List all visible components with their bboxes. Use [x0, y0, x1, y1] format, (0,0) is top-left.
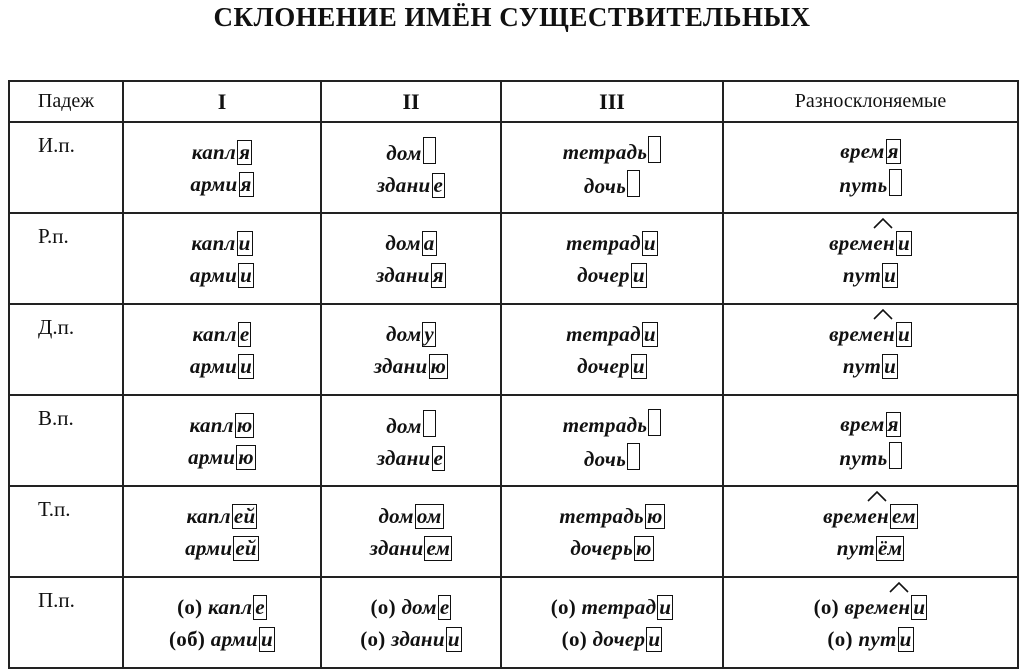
word-stem: капл [186, 503, 231, 528]
declension-table [8, 80, 1019, 669]
case-label: И.п. [9, 122, 123, 213]
word-stem: пут [858, 626, 897, 651]
suffix-text: ен [888, 594, 911, 619]
word-stem: врем [840, 138, 885, 163]
ending-box: ём [877, 535, 903, 560]
word-stem: здани [369, 535, 424, 560]
word-list [124, 229, 320, 289]
case-label: В.п. [9, 395, 123, 486]
preposition: (о) [360, 626, 392, 651]
ending-box: ю [646, 503, 663, 528]
table-body [9, 122, 1018, 668]
case-label: П.п. [9, 577, 123, 668]
suffix-text: ен [867, 503, 890, 528]
word-list [724, 320, 1017, 380]
word-form [193, 320, 252, 348]
word-form [827, 625, 913, 653]
word-form [192, 138, 252, 166]
suffix-mark [873, 229, 895, 257]
word-stem: капл [191, 230, 236, 255]
ending-box: ю [430, 353, 447, 378]
word-stem: арми [189, 262, 238, 287]
word-stem: врем [840, 411, 885, 436]
cell-heteroclitic [723, 395, 1018, 486]
word-stem: пут [842, 353, 882, 378]
word-list [322, 502, 500, 562]
word-form [378, 502, 443, 530]
word-stem: тетрадь [562, 139, 648, 164]
ending-box: и [238, 230, 251, 255]
word-form [370, 534, 452, 562]
cell-declension-2 [321, 304, 501, 395]
word-stem: врем [844, 594, 889, 619]
word-stem: дочерь [570, 535, 633, 560]
cell-declension-1 [123, 304, 321, 395]
word-form [566, 229, 658, 257]
word-stem: дом [385, 321, 422, 346]
word-stem: дом [386, 413, 422, 438]
word-stem: врем [829, 321, 874, 346]
word-form [376, 261, 446, 289]
word-form [843, 261, 898, 289]
word-list [322, 593, 500, 653]
word-stem: дочь [583, 173, 627, 198]
suffix-arc-icon [873, 308, 893, 320]
word-form [190, 352, 254, 380]
ending-box: и [884, 353, 897, 378]
cell-declension-1 [123, 213, 321, 304]
table-row [9, 577, 1018, 668]
case-label: Д.п. [9, 304, 123, 395]
word-list [502, 320, 722, 380]
word-stem: арми [189, 353, 238, 378]
suffix-arc-icon [889, 581, 909, 593]
cell-declension-2 [321, 577, 501, 668]
word-stem: путь [839, 172, 888, 197]
ending-box: я [240, 171, 252, 196]
suffix-text: ен [873, 321, 895, 346]
word-form [551, 593, 674, 621]
cell-declension-2 [321, 213, 501, 304]
word-list [124, 411, 320, 471]
word-form [563, 409, 662, 439]
suffix-mark [867, 502, 889, 530]
cell-declension-1 [123, 486, 321, 577]
ending-box: ем [892, 503, 916, 528]
suffix-text: ен [873, 230, 895, 255]
cell-heteroclitic [723, 486, 1018, 577]
ending-box: и [899, 626, 912, 651]
word-form [570, 534, 653, 562]
table-row [9, 395, 1018, 486]
word-stem: капл [189, 412, 234, 437]
word-form [191, 229, 252, 257]
word-list [502, 502, 722, 562]
cell-heteroclitic [723, 213, 1018, 304]
word-stem: арми [188, 444, 236, 469]
word-list [724, 593, 1017, 653]
ending-box: и [643, 230, 656, 255]
word-form [386, 137, 435, 167]
word-list [322, 137, 500, 199]
word-stem: капл [191, 139, 237, 164]
ending-box: ю [236, 412, 253, 437]
table-row [9, 486, 1018, 577]
cell-declension-2 [321, 486, 501, 577]
table-row [9, 122, 1018, 213]
word-form [566, 320, 658, 348]
ending-box: у [424, 321, 435, 346]
suffix-mark [889, 593, 911, 621]
word-stem: дочь [583, 446, 627, 471]
word-form [577, 352, 647, 380]
cell-declension-3 [501, 122, 723, 213]
table-row [9, 213, 1018, 304]
cell-declension-3 [501, 486, 723, 577]
word-form [169, 625, 275, 653]
word-stem: тетрад [566, 321, 641, 346]
cell-heteroclitic [723, 577, 1018, 668]
word-form [843, 352, 898, 380]
header-declension-2: II [321, 81, 501, 122]
word-form [840, 410, 900, 438]
header-heteroclitic: Разносклоняемые [723, 81, 1018, 122]
zero-ending-box [889, 442, 902, 469]
word-form [829, 229, 912, 257]
word-list [322, 229, 500, 289]
header-declension-3: III [501, 81, 723, 122]
cell-heteroclitic [723, 304, 1018, 395]
header-declension-1: I [123, 81, 321, 122]
word-stem: дочер [577, 262, 630, 287]
suffix-mark [873, 320, 895, 348]
ending-box: е [239, 321, 250, 346]
cell-declension-3 [501, 577, 723, 668]
ending-box: и [884, 262, 897, 287]
ending-box: и [447, 626, 460, 651]
word-list [724, 410, 1017, 472]
word-list [502, 593, 722, 653]
word-stem: дом [386, 140, 422, 165]
word-form [385, 229, 436, 257]
word-stem: здани [373, 353, 428, 378]
ending-box: а [423, 230, 435, 255]
ending-box: ей [235, 535, 257, 560]
ending-box: ом [416, 503, 442, 528]
ending-box: и [632, 353, 645, 378]
word-stem: пут [842, 262, 882, 287]
word-list [124, 138, 320, 198]
word-stem: врем [823, 503, 868, 528]
word-stem: врем [829, 230, 874, 255]
word-list [724, 229, 1017, 289]
zero-ending-box [889, 169, 902, 196]
cell-heteroclitic [723, 122, 1018, 213]
word-list [322, 320, 500, 380]
word-stem: арми [185, 535, 233, 560]
word-form [386, 320, 436, 348]
word-stem: дом [401, 594, 437, 619]
word-form [371, 593, 452, 621]
ending-box: и [897, 230, 910, 255]
ending-box: и [897, 321, 910, 346]
word-form [839, 169, 901, 199]
ending-box: е [433, 172, 444, 197]
word-form [814, 593, 928, 621]
word-stem: дочер [592, 626, 646, 651]
cell-declension-3 [501, 395, 723, 486]
word-form [374, 352, 448, 380]
word-form [562, 625, 663, 653]
preposition: (о) [561, 626, 593, 651]
ending-box: е [433, 445, 444, 470]
cell-declension-2 [321, 395, 501, 486]
ending-box: ю [635, 535, 652, 560]
zero-ending-box [648, 409, 661, 436]
word-stem: капл [208, 594, 253, 619]
word-stem: тетрад [581, 594, 657, 619]
preposition: (об) [169, 626, 211, 651]
header-row [9, 81, 1018, 122]
word-form [360, 625, 462, 653]
word-list [124, 320, 320, 380]
zero-ending-box [648, 136, 661, 163]
word-form [377, 444, 445, 472]
word-form [187, 502, 258, 530]
word-stem: капл [192, 321, 237, 346]
word-list [724, 137, 1017, 199]
word-form [839, 442, 901, 472]
preposition: (о) [827, 626, 859, 651]
ending-box: я [239, 139, 251, 164]
word-form [837, 534, 905, 562]
word-list [322, 410, 500, 472]
ending-box: и [240, 262, 253, 287]
word-form [188, 443, 256, 471]
word-form [829, 320, 912, 348]
page-title: СКЛОНЕНИЕ ИМЁН СУЩЕСТВИТЕЛЬНЫХ [213, 2, 811, 32]
word-form [190, 411, 255, 439]
ending-box: ем [426, 535, 451, 560]
ending-box: и [648, 626, 661, 651]
zero-ending-box [627, 170, 640, 197]
zero-ending-box [627, 443, 640, 470]
word-stem: здани [391, 626, 445, 651]
cell-declension-3 [501, 304, 723, 395]
word-stem: пут [836, 535, 875, 560]
word-form [840, 137, 900, 165]
cell-declension-1 [123, 395, 321, 486]
word-list [724, 502, 1017, 562]
ending-box: и [659, 594, 672, 619]
cell-declension-1 [123, 122, 321, 213]
ending-box: я [887, 411, 899, 436]
word-form [185, 534, 259, 562]
preposition: (о) [370, 594, 402, 619]
ending-box: ей [233, 503, 256, 528]
word-stem: дом [378, 503, 414, 528]
word-form [559, 502, 664, 530]
word-form [377, 171, 445, 199]
ending-box: и [240, 353, 253, 378]
word-stem: здани [376, 445, 431, 470]
case-label: Т.п. [9, 486, 123, 577]
word-list [502, 136, 722, 200]
word-form [577, 261, 647, 289]
suffix-arc-icon [867, 490, 887, 502]
ending-box: е [255, 594, 265, 619]
zero-ending-box [423, 410, 436, 437]
word-form [563, 136, 662, 166]
cell-declension-2 [321, 122, 501, 213]
word-list [502, 229, 722, 289]
preposition: (о) [813, 594, 845, 619]
table-row [9, 304, 1018, 395]
word-list [502, 409, 722, 473]
word-list [124, 593, 320, 653]
word-stem: здани [376, 262, 430, 287]
ending-box: и [643, 321, 656, 346]
case-label: Р.п. [9, 213, 123, 304]
header-case: Падеж [9, 81, 123, 122]
ending-box: я [432, 262, 444, 287]
zero-ending-box [423, 137, 436, 164]
word-stem: путь [839, 445, 888, 470]
cell-declension-3 [501, 213, 723, 304]
preposition: (о) [550, 594, 582, 619]
cell-declension-1 [123, 577, 321, 668]
ending-box: я [887, 138, 899, 163]
word-form [386, 410, 435, 440]
ending-box: ю [238, 444, 254, 469]
ending-box: и [632, 262, 645, 287]
word-form [823, 502, 918, 530]
word-stem: тетрадь [559, 503, 644, 528]
word-stem: дочер [577, 353, 630, 378]
ending-box: е [439, 594, 450, 619]
suffix-arc-icon [873, 217, 893, 229]
word-form [177, 593, 267, 621]
word-form [584, 443, 640, 473]
word-form [584, 170, 640, 200]
word-stem: тетрад [566, 230, 641, 255]
word-stem: дом [385, 230, 421, 255]
word-list [124, 502, 320, 562]
word-stem: арми [190, 171, 238, 196]
word-stem: тетрадь [562, 412, 648, 437]
word-form [190, 261, 254, 289]
preposition: (о) [177, 594, 209, 619]
ending-box: и [261, 626, 273, 651]
word-form [190, 170, 253, 198]
ending-box: и [913, 594, 926, 619]
word-stem: арми [210, 626, 258, 651]
word-stem: здани [376, 172, 431, 197]
